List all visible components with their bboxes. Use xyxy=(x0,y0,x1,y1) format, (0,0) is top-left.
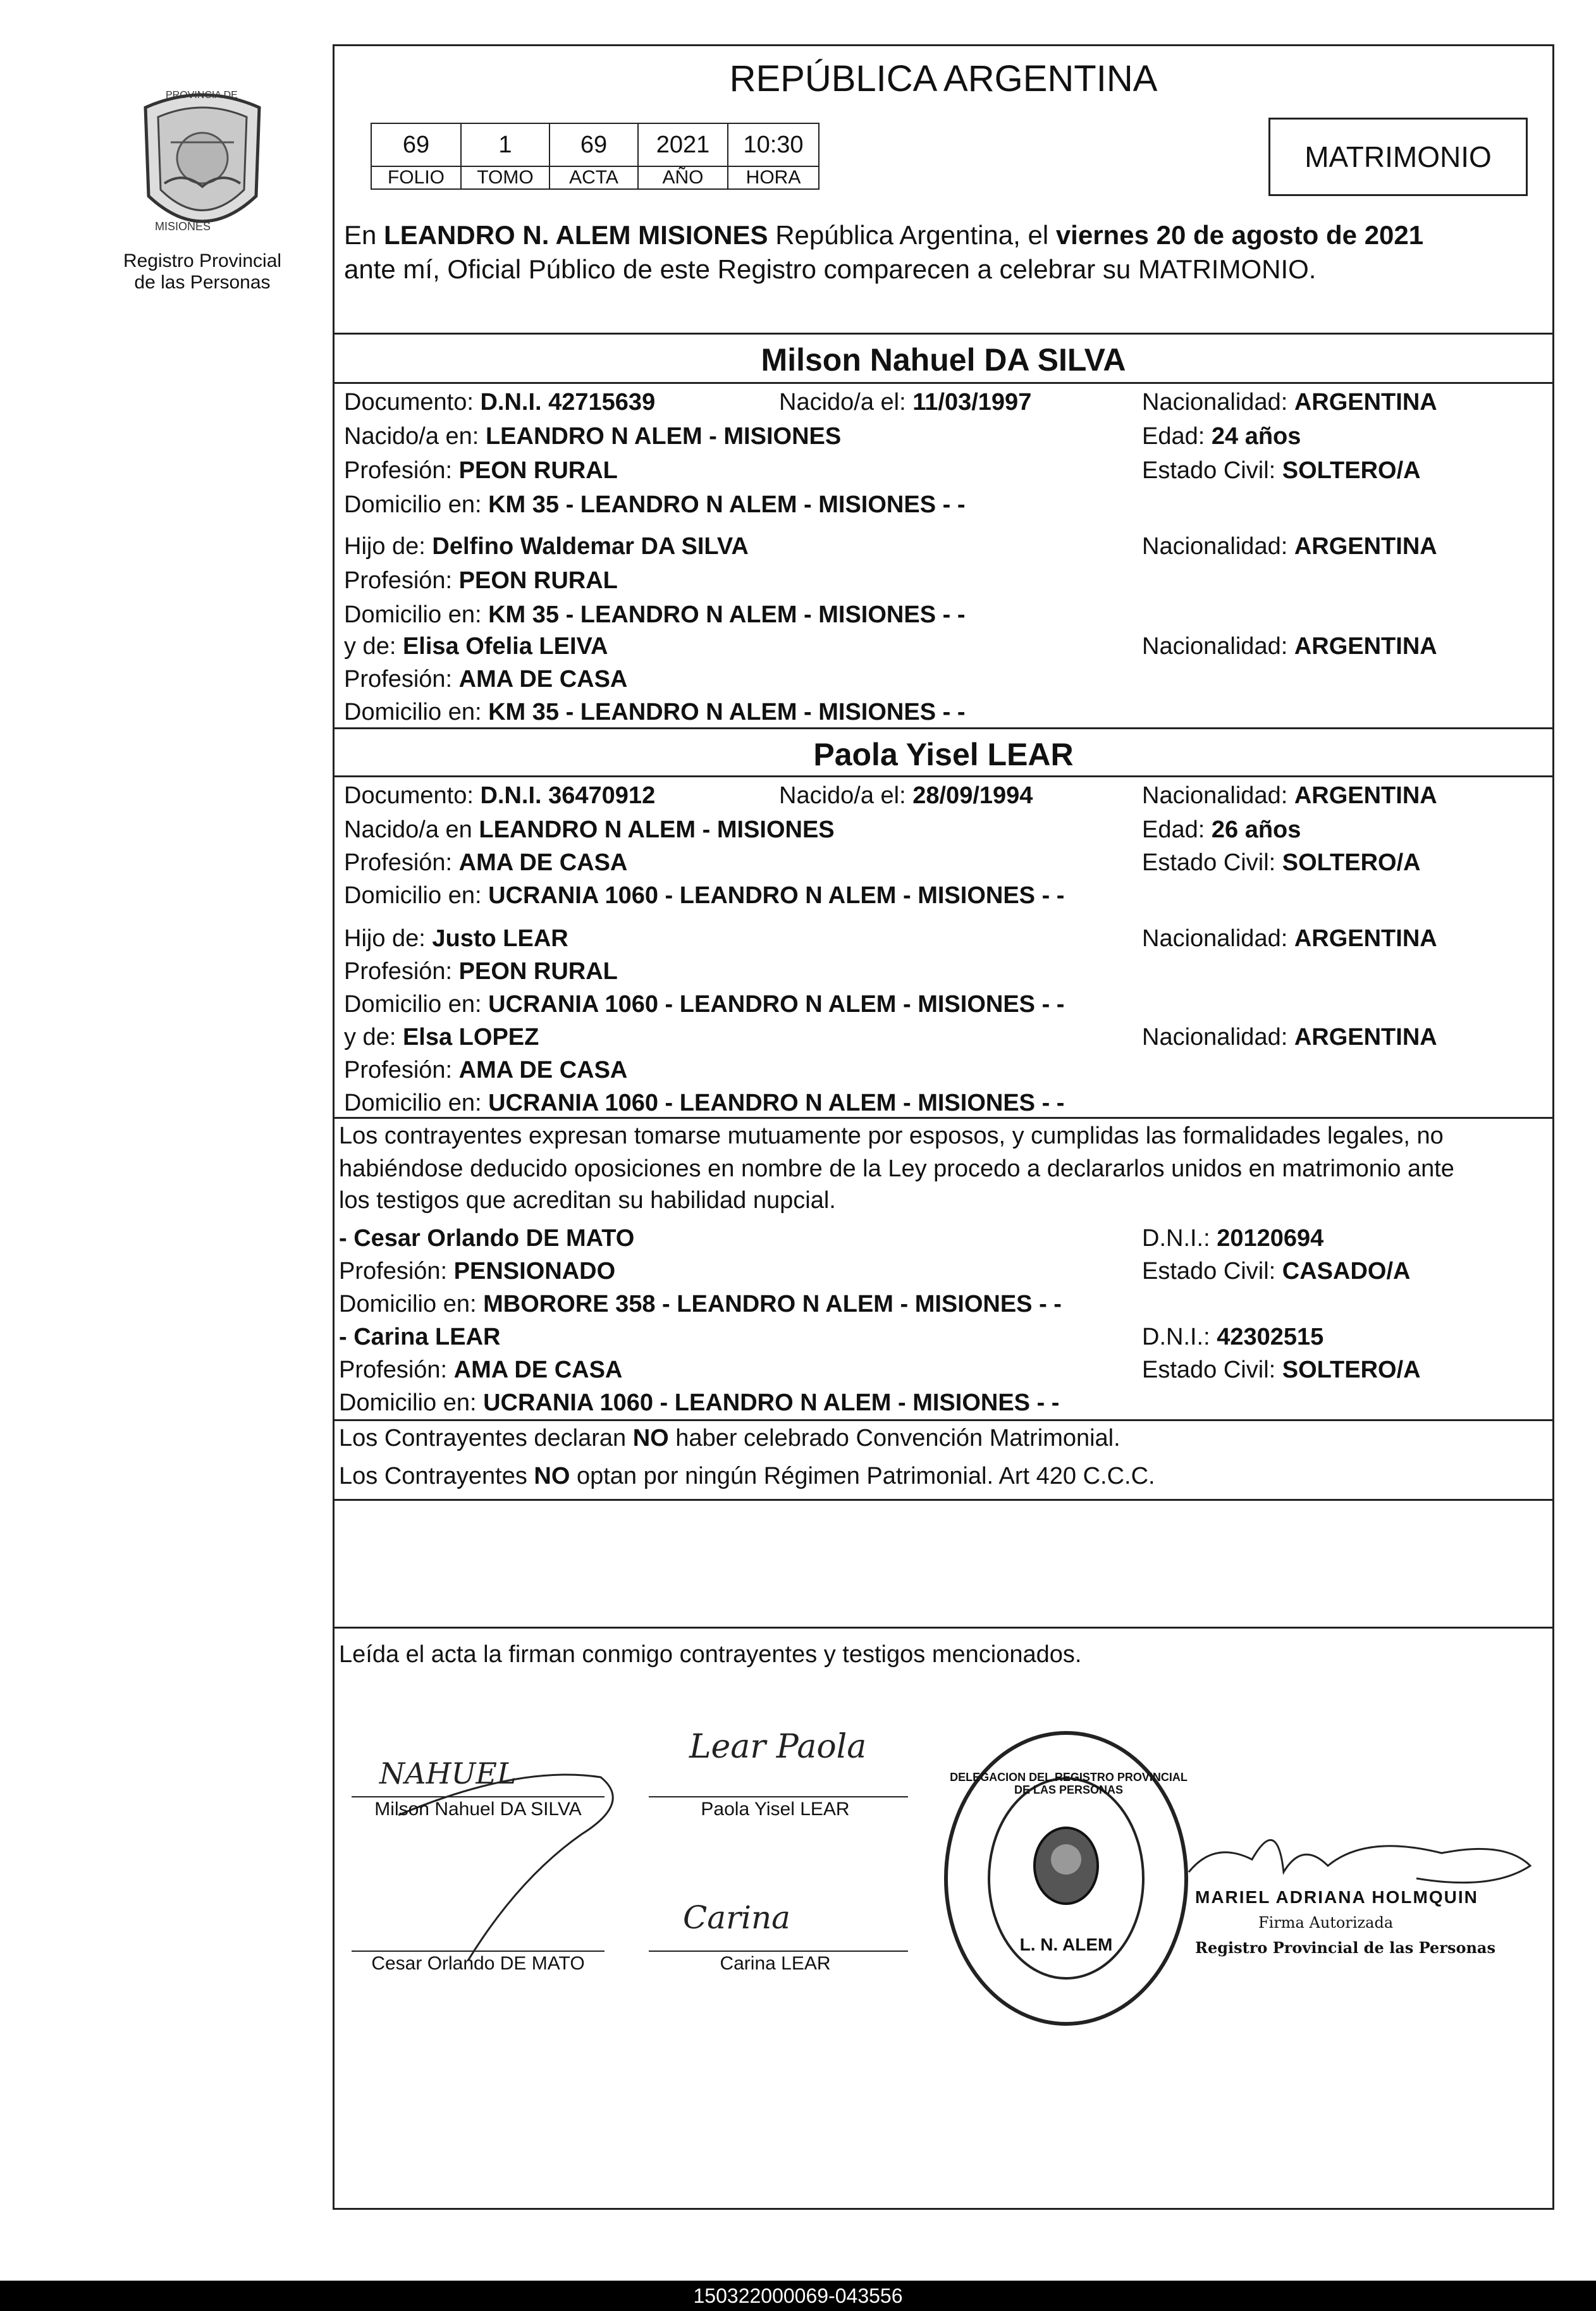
official-seal-center-text: L. N. ALEM xyxy=(1019,1935,1113,1954)
signature-groom-scribble xyxy=(392,1752,632,1980)
bride-address: Domicilio en: UCRANIA 1060 - LEANDRO N ALEM - MISIONES - - xyxy=(344,882,1065,909)
bride-born-in: Nacido/a en LEANDRO N ALEM - MISIONES xyxy=(344,817,835,843)
signature-groom-label: Milson Nahuel DA SILVA xyxy=(374,1799,582,1820)
divider xyxy=(333,775,1554,777)
seal-bottom-text: MISIONES xyxy=(155,220,211,233)
intro-p2: República Argentina, el xyxy=(775,220,1049,250)
witness1-name: - Cesar Orlando DE MATO xyxy=(339,1225,635,1252)
bride-nationality: Nacionalidad: ARGENTINA xyxy=(1142,782,1437,809)
record-folio-label: FOLIO xyxy=(371,166,462,190)
closing-text: Leída el acta la firman conmigo contrayentes y testigos mencionados. xyxy=(339,1641,1082,1668)
record-folio-value: 69 xyxy=(371,123,462,167)
groom-father: Hijo de: Delfino Waldemar DA SILVA xyxy=(344,533,749,560)
signature-bride-label: Paola Yisel LEAR xyxy=(701,1799,850,1820)
witness2-name: - Carina LEAR xyxy=(339,1324,501,1350)
bride-mother-profession: Profesión: AMA DE CASA xyxy=(344,1057,628,1083)
groom-mother-profession: Profesión: AMA DE CASA xyxy=(344,666,628,693)
bride-born-on: Nacido/a el: 28/09/1994 xyxy=(779,782,1033,809)
signature-line xyxy=(649,1950,908,1952)
signature-witness1-label: Cesar Orlando DE MATO xyxy=(371,1953,585,1974)
bride-father-nationality: Nacionalidad: ARGENTINA xyxy=(1142,925,1437,952)
witness2-profession: Profesión: AMA DE CASA xyxy=(339,1357,623,1383)
bride-father-profession: Profesión: PEON RURAL xyxy=(344,958,618,985)
groom-mother-address: Domicilio en: KM 35 - LEANDRO N ALEM - MISIONES - - xyxy=(344,699,966,725)
act-type-box: MATRIMONIO xyxy=(1268,118,1528,196)
bride-mother: y de: Elsa LOPEZ xyxy=(344,1024,539,1051)
seal-top-text: PROVINCIA DE xyxy=(166,90,238,101)
intro-p1: En xyxy=(344,220,377,250)
seal-caption-line2: de las Personas xyxy=(134,272,271,293)
official-title: Firma Autorizada xyxy=(1258,1914,1394,1932)
record-year-value: 2021 xyxy=(637,123,728,167)
bride-age: Edad: 26 años xyxy=(1142,817,1301,843)
groom-born-on: Nacido/a el: 11/03/1997 xyxy=(779,389,1032,416)
declaration-line2: habiéndose deducido oposiciones en nombre de la Ley procedo a declararlos unidos en matrimonio ante xyxy=(339,1156,1454,1182)
groom-age: Edad: 24 años xyxy=(1142,423,1301,450)
groom-profession: Profesión: PEON RURAL xyxy=(344,457,618,484)
record-acta-value: 69 xyxy=(549,123,639,167)
witness2-address: Domicilio en: UCRANIA 1060 - LEANDRO N ALEM - MISIONES - - xyxy=(339,1390,1060,1416)
divider xyxy=(333,727,1554,729)
bride-father-address: Domicilio en: UCRANIA 1060 - LEANDRO N ALEM - MISIONES - - xyxy=(344,991,1065,1018)
intro-line1 xyxy=(344,220,1423,250)
witness1-profession: Profesión: PENSIONADO xyxy=(339,1258,616,1285)
bride-profession: Profesión: AMA DE CASA xyxy=(344,849,628,876)
groom-born-in: Nacido/a en: LEANDRO N ALEM - MISIONES xyxy=(344,423,842,450)
groom-nationality: Nacionalidad: ARGENTINA xyxy=(1142,389,1437,416)
signature-groom-handwriting: NAHUEL xyxy=(379,1756,517,1790)
signature-witness2-label: Carina LEAR xyxy=(720,1953,831,1974)
groom-father-nationality: Nacionalidad: ARGENTINA xyxy=(1142,533,1437,560)
record-acta-label: ACTA xyxy=(549,166,639,190)
groom-doc: Documento: D.N.I. 42715639 xyxy=(344,389,656,416)
declaration-line3: los testigos que acreditan su habilidad nupcial. xyxy=(339,1187,836,1214)
witness1-dni: D.N.I.: 20120694 xyxy=(1142,1225,1324,1252)
country-title: REPÚBLICA ARGENTINA xyxy=(729,58,1158,99)
record-time-label: HORA xyxy=(727,166,819,190)
witness2-civil-status: Estado Civil: SOLTERO/A xyxy=(1142,1357,1421,1383)
divider xyxy=(333,1117,1554,1119)
divider xyxy=(333,1419,1554,1421)
intro-line2: ante mí, Oficial Público de este Registro comparecen a celebrar su MATRIMONIO. xyxy=(344,254,1317,284)
intro-date: viernes 20 de agosto de 2021 xyxy=(1055,220,1424,250)
footer-code: 150322000069-043556 xyxy=(0,2281,1596,2311)
groom-address: Domicilio en: KM 35 - LEANDRO N ALEM - MISIONES - - xyxy=(344,491,966,518)
divider xyxy=(333,1499,1554,1501)
signature-witness2-handwriting: Carina xyxy=(683,1899,790,1936)
declaration-line1: Los contrayentes expresan tomarse mutuamente por esposos, y cumplidas las formalidades legales, no xyxy=(339,1123,1444,1149)
divider xyxy=(333,333,1554,335)
record-tomo-value: 1 xyxy=(460,123,550,167)
bride-mother-address: Domicilio en: UCRANIA 1060 - LEANDRO N ALEM - MISIONES - - xyxy=(344,1090,1065,1116)
bride-doc: Documento: D.N.I. 36470912 xyxy=(344,782,656,809)
signature-line xyxy=(352,1796,605,1797)
groom-name: Milson Nahuel DA SILVA xyxy=(761,342,1126,378)
signature-line xyxy=(649,1796,908,1797)
groom-father-profession: Profesión: PEON RURAL xyxy=(344,567,618,594)
groom-father-address: Domicilio en: KM 35 - LEANDRO N ALEM - MISIONES - - xyxy=(344,601,966,628)
seal-caption-line1: Registro Provincial xyxy=(123,250,282,271)
official-seal-ring-text: DELEGACION DEL REGISTRO PROVINCIAL DE LAS PERSONAS xyxy=(950,1771,1188,1796)
convention-line1: Los Contrayentes declaran NO haber celebrado Convención Matrimonial. xyxy=(339,1425,1120,1451)
signature-bride-handwriting: Lear Paola xyxy=(689,1728,867,1766)
bride-civil-status: Estado Civil: SOLTERO/A xyxy=(1142,849,1421,876)
official-registry: Registro Provincial de las Personas xyxy=(1195,1938,1495,1957)
convention-line2: Los Contrayentes NO optan por ningún Régimen Patrimonial. Art 420 C.C.C. xyxy=(339,1463,1155,1489)
groom-mother: y de: Elisa Ofelia LEIVA xyxy=(344,633,608,660)
record-tomo-label: TOMO xyxy=(460,166,550,190)
record-time-value: 10:30 xyxy=(727,123,819,167)
witness1-civil-status: Estado Civil: CASADO/A xyxy=(1142,1258,1411,1285)
divider xyxy=(333,382,1554,384)
record-year-label: AÑO xyxy=(637,166,728,190)
groom-mother-nationality: Nacionalidad: ARGENTINA xyxy=(1142,633,1437,660)
official-name: MARIEL ADRIANA HOLMQUIN xyxy=(1195,1887,1478,1907)
witness2-dni: D.N.I.: 42302515 xyxy=(1142,1324,1324,1350)
bride-mother-nationality: Nacionalidad: ARGENTINA xyxy=(1142,1024,1437,1051)
intro-place: LEANDRO N. ALEM MISIONES xyxy=(384,220,768,250)
bride-father: Hijo de: Justo LEAR xyxy=(344,925,568,952)
groom-civil-status: Estado Civil: SOLTERO/A xyxy=(1142,457,1421,484)
witness1-address: Domicilio en: MBORORE 358 - LEANDRO N ALEM - MISIONES - - xyxy=(339,1291,1062,1317)
bride-name: Paola Yisel LEAR xyxy=(813,737,1074,772)
signature-line xyxy=(352,1950,605,1952)
divider xyxy=(333,1627,1554,1629)
